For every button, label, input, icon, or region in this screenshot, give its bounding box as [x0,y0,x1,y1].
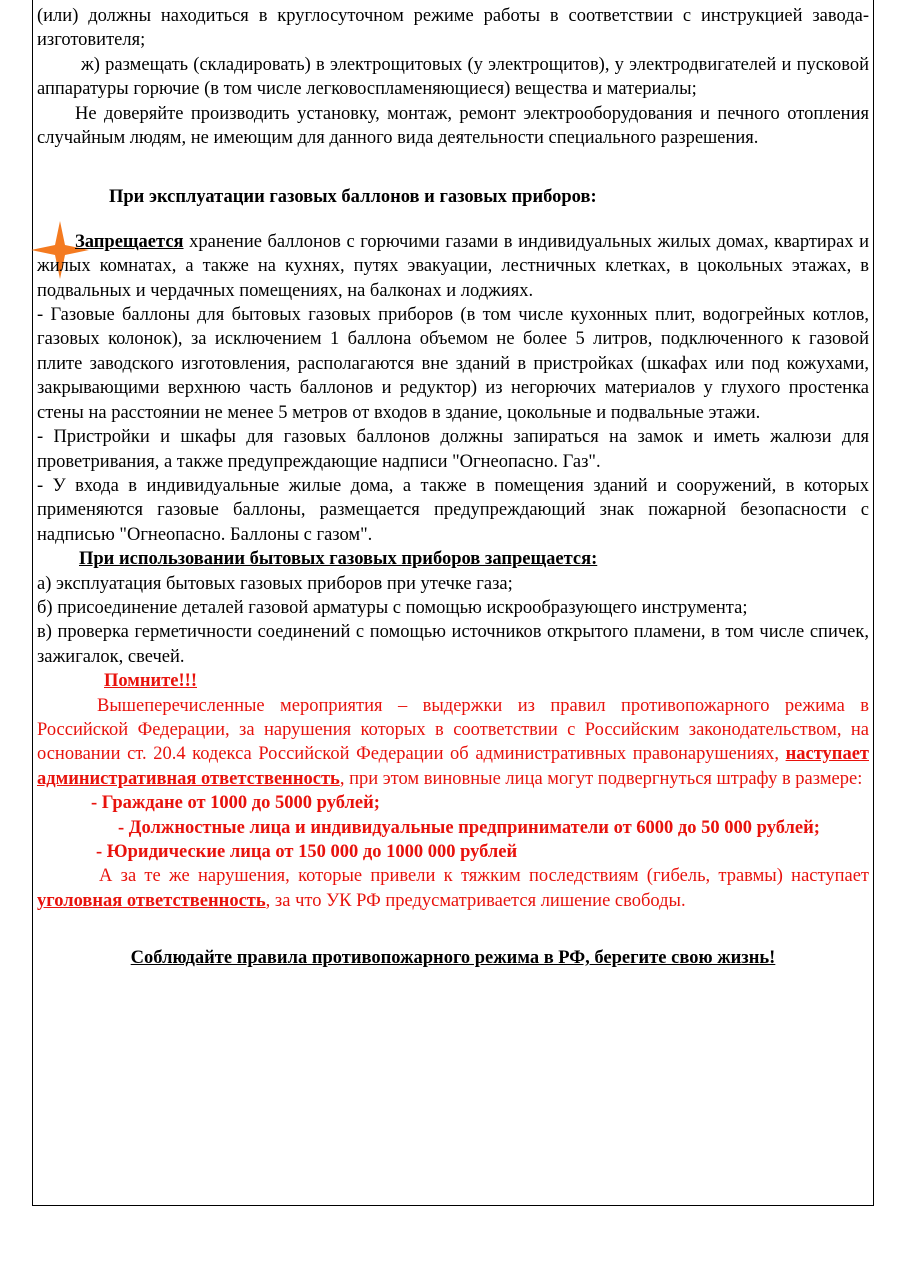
remember-text-after: , при этом виновные лица могут подвергнуться штрафу в размере: [339,768,863,789]
forbidden-word: Запрещается [75,231,184,252]
criminal-text-before: А за те же нарушения, которые привели к тяжким последствиям (гибель, травмы) наступает [99,866,869,887]
criminal-text-after: , за что УК РФ предусматривается лишение свободы. [265,890,686,911]
paragraph-top-2: ж) размещать (складировать) в электрощитовых (у электрощитов), у электродвигателей и пусковой аппаратуры горючие (в том числе легковоспламеняющиеся) вещества и материалы; [37,54,869,100]
closing-slogan: Соблюдайте правила противопожарного режима в РФ, берегите свою жизнь! [130,948,776,969]
fine-citizens: - Граждане от 1000 до 5000 рублей; [91,793,380,814]
household-item-b: б) присоединение деталей газовой арматуры с помощью искрообразующего инструмента; [37,597,748,618]
gas-item-2: - Пристройки и шкафы для газовых баллонов должны запираться на замок и иметь жалюзи для проветривания, а также предупреждающие надписи "Огнеопасно. Газ". [37,427,869,472]
gas-section-heading: При эксплуатации газовых баллонов и газовых приборов: [109,187,597,208]
criminal-liability: уголовная ответственность [37,890,266,911]
fine-legal-entities: - Юридические лица от 150 000 до 1000 000 рублей [96,842,518,862]
fine-officials: - Должностные лица и индивидуальные предприниматели от 6000 до 50 000 рублей; [118,817,820,838]
household-heading: При использовании бытовых газовых приборов запрещается: [79,549,598,570]
criminal-paragraph [37,864,869,913]
paragraph-top-3: Не доверяйте производить установку, монтаж, ремонт электрооборудования и печного отопления случайным людям, не имеющим для данного вида деятельности специального разрешения. [37,103,869,149]
paragraph-top-1: (или) должны находиться в круглосуточном режиме работы в соответствии с инструкцией завода-изготовителя; [37,6,869,51]
document-body [37,4,869,971]
remember-paragraph [37,694,869,792]
remember-text-before: Вышеперечисленные мероприятия – выдержки из правил противопожарного режима в Российской Федерации, за нарушения которых в соответствии с Российским законодательством, на основании ст. 20.4 кодекса Российской Федерации об административных правонарушениях, [37,695,869,765]
gas-item-1: - Газовые баллоны для бытовых газовых приборов (в том числе кухонных плит, водогрейных котлов, газовых колонок), за исключением 1 баллона объемом не более 5 литров, подключенного к газовой плите заводского изготовления, располагаются вне зданий в пристройках (шкафах или под кожухами, закрывающими верхнюю часть баллонов и редуктор) из негорючих материалов у глухого простенка стены на расстоянии не менее 5 метров от входов в здание, цокольные и подвальные этажи. [37,305,869,423]
gas-forbidden-paragraph [37,230,869,303]
gas-item-3: - У входа в индивидуальные жилые дома, а также в помещения зданий и сооружений, в которых применяются газовые баллоны, размещается предупреждающий знак пожарной безопасности с надписью "Огнеопасно. Баллоны с газом". [37,475,869,545]
forbidden-text: хранение баллонов с горючими газами в индивидуальных жилых домах, квартирах и жилых комнатах, а также на кухнях, путях эвакуации, лестничных клетках, в цокольных этажах, в подвальных и чердачных помещениях, на балконах и лоджиях. [37,231,869,301]
remember-title: Помните!!! [104,671,197,692]
household-item-a: а) эксплуатация бытовых газовых приборов при утечке газа; [37,573,513,594]
household-item-c: в) проверка герметичности соединений с помощью источников открытого пламени, в том числе спичек, зажигалок, свечей. [37,622,869,667]
admin-liability: наступает административная ответственность [37,744,869,789]
